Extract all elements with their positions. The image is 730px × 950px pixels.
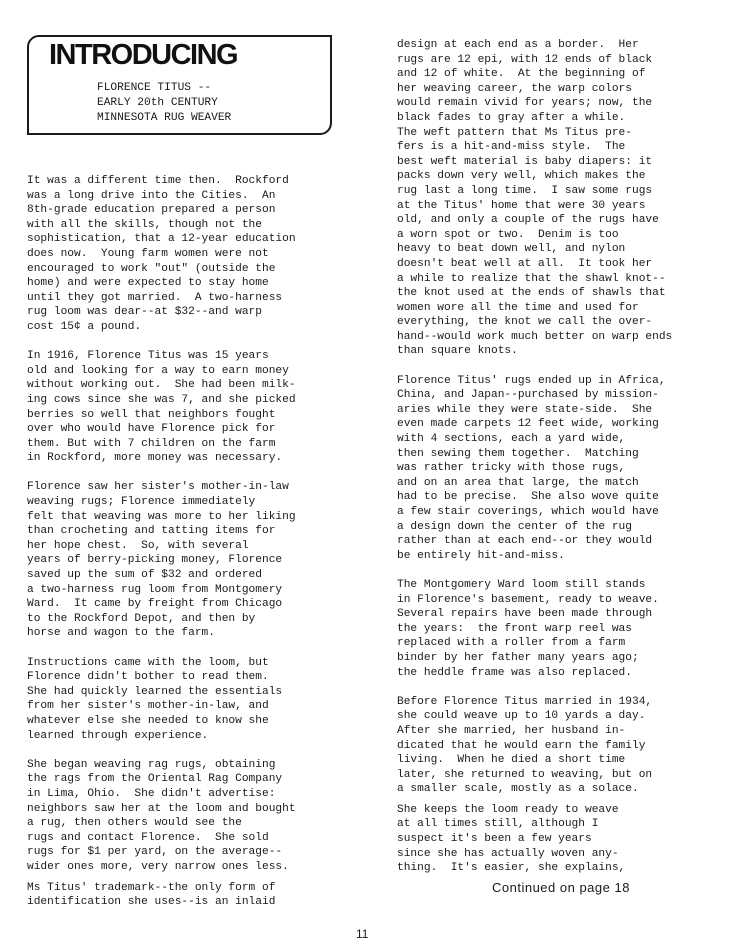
paragraph: Instructions came with the loom, but Florence didn't bother to read them. She had quickly learned the essentials from her sister's mother-in-law, and whatever else she needed to know she learned through experience. [27,656,283,742]
continued-note: Continued on page 18 [492,880,630,895]
paragraph: Florence Titus' rugs ended up in Africa, China, and Japan--purchased by mission- aries while they were state-side. She even made carpets 12 feet wide, working with 4 sections, each a yard wide, then sewing them together. Matching was rather tricky with those rugs, and on an area that large, the match had to be precise. She also wove quite a few stair coverings, which would have a design down the center of the rug rather than at each end--or they would be entirely hit-and-miss. [397,374,666,562]
paragraph: Florence saw her sister's mother-in-law weaving rugs; Florence immediately felt that weaving was more to her liking than crocheting and tatting items for her hope chest. So, with several years of berry-picking money, Florence saved up the sum of $32 and ordered a two-harness rug loom from Montgomery Ward. It came by freight from Chicago to the Rockford Depot, and then by horse and wagon to the farm. [27,481,296,640]
paragraph: It was a different time then. Rockford was a long drive into the Cities. An 8th-grade education prepared a person with all the skills, though not the sophistication, that a 12-year education does now. Young farm women were not encouraged to work "out" (outside the home) and were expected to stay home until they got married. A two-harness rug loom was dear--at $32--and warp cost 15¢ a pound. [27,175,296,333]
paragraph: Before Florence Titus married in 1934, she could weave up to 10 yards a day. After she married, her husband in- dicated that he would earn the family living. When he died a short time later, she returned to weaving, but on a smaller scale, mostly as a solace. [397,695,653,796]
article-subtitle: FLORENCE TITUS -- EARLY 20th CENTURY MINNESOTA RUG WEAVER [97,82,232,124]
intro-title-box [27,35,332,135]
right-column [397,38,727,876]
paragraph: Ms Titus' trademark--the only form of identification she uses--is an inlaid [27,881,276,909]
left-column [27,174,357,910]
page-number: 11 [356,927,369,941]
paragraph: In 1916, Florence Titus was 15 years old and looking for a way to earn money without working out. She had been milk- ing cows since she was 7, and she picked berries so well that neighbors fought over who would have Florence pick for them. But with 7 children on the farm in Rockford, more money was necessary. [27,350,296,465]
paragraph: She keeps the loom ready to weave at all times still, although I suspect it's been a few years since she has actually woven any- thing. It's easier, she explains, [397,803,626,875]
page-title: INTRODUCING [49,39,238,71]
paragraph: design at each end as a border. Her rugs are 12 epi, with 12 ends of black and 12 of white. At the beginning of her weaving career, the warp colors would remain vivid for years; now, the black fades to gray after a while. The weft pattern that Ms Titus pre- fers is a hit-and-miss style. The best weft material is baby diapers: it packs down very well, which makes the rug last a long time. I saw some rugs at the Titus' home that were 30 years old, and only a couple of the rugs have a worn spot or two. Denim is too heavy to beat down well, and nylon doesn't beat well at all. It took her a while to realize that the shawl knot-- the knot used at the ends of shawls that women wore all the time and used for everything, the knot we call the over- hand--would work much better on warp ends than square knots. [397,39,673,358]
paragraph: She began weaving rag rugs, obtaining the rags from the Oriental Rag Company in Lima, Ohio. She didn't advertise: neighbors saw her at the loom and bought a rug, then others would see the rugs and contact Florence. She sold rugs for $1 per yard, on the average-- wider ones more, very narrow ones less. [27,758,296,873]
paragraph: The Montgomery Ward loom still stands in Florence's basement, ready to weave. Several repairs have been made through the years: the front warp reel was replaced with a roller from a farm binder by her father many years ago; the heddle frame was also replaced. [397,578,659,679]
